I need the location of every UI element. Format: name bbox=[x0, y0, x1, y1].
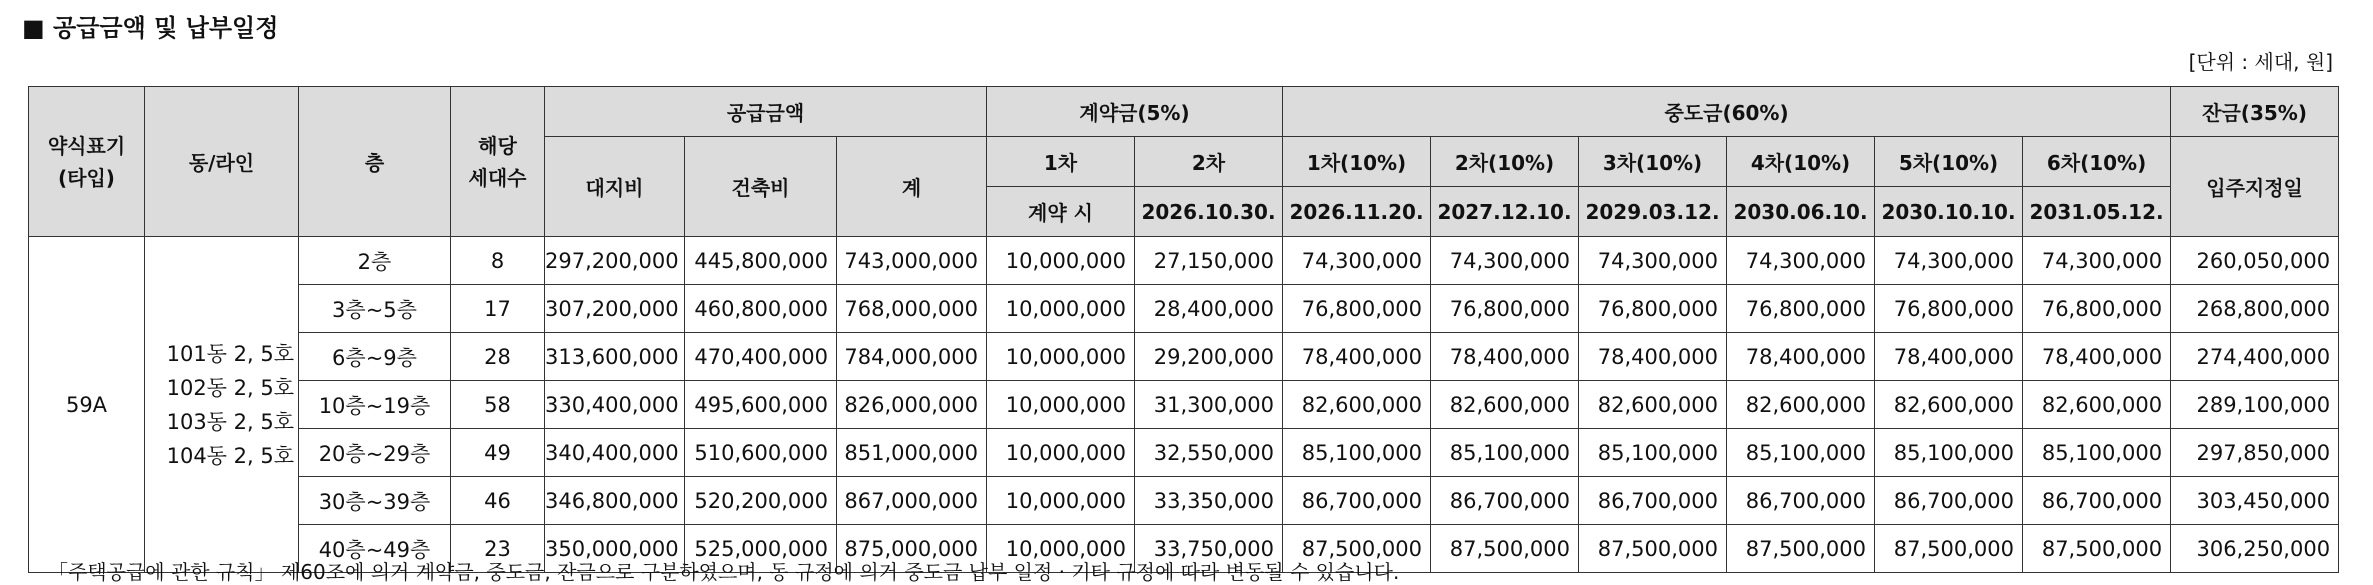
balance-cell: 303,450,000 bbox=[2171, 477, 2339, 525]
dep2-cell: 32,550,000 bbox=[1135, 429, 1283, 477]
land-cell: 346,800,000 bbox=[545, 477, 685, 525]
mid6-cell: 87,500,000 bbox=[2023, 525, 2171, 573]
balance-cell: 306,250,000 bbox=[2171, 525, 2339, 573]
floor-cell: 20층~29층 bbox=[299, 429, 451, 477]
table-row bbox=[29, 429, 2339, 477]
header-balance: 잔금(35%) bbox=[2171, 87, 2339, 137]
mid4-cell: 86,700,000 bbox=[1727, 477, 1875, 525]
building-cell: 445,800,000 bbox=[685, 237, 837, 285]
mid1-cell: 82,600,000 bbox=[1283, 381, 1431, 429]
total-cell: 867,000,000 bbox=[837, 477, 987, 525]
mid1-cell: 76,800,000 bbox=[1283, 285, 1431, 333]
mid3-cell: 82,600,000 bbox=[1579, 381, 1727, 429]
mid2-cell: 74,300,000 bbox=[1431, 237, 1579, 285]
floor-cell: 30층~39층 bbox=[299, 477, 451, 525]
header-deposit: 계약금(5%) bbox=[987, 87, 1283, 137]
units-cell: 23 bbox=[451, 525, 545, 573]
floor-cell: 2층 bbox=[299, 237, 451, 285]
mid1-cell: 87,500,000 bbox=[1283, 525, 1431, 573]
balance-cell: 260,050,000 bbox=[2171, 237, 2339, 285]
mid5-cell: 74,300,000 bbox=[1875, 237, 2023, 285]
units-cell: 28 bbox=[451, 333, 545, 381]
header-mid3: 3차(10%) bbox=[1579, 137, 1727, 187]
land-cell: 297,200,000 bbox=[545, 237, 685, 285]
land-cell: 340,400,000 bbox=[545, 429, 685, 477]
mid3-cell: 85,100,000 bbox=[1579, 429, 1727, 477]
mid1-cell: 85,100,000 bbox=[1283, 429, 1431, 477]
total-cell: 826,000,000 bbox=[837, 381, 987, 429]
mid3-cell: 74,300,000 bbox=[1579, 237, 1727, 285]
units-cell: 58 bbox=[451, 381, 545, 429]
dep1-cell: 10,000,000 bbox=[987, 525, 1135, 573]
land-cell: 330,400,000 bbox=[545, 381, 685, 429]
total-cell: 768,000,000 bbox=[837, 285, 987, 333]
table-row bbox=[29, 333, 2339, 381]
header-dep2-date: 2026.10.30. bbox=[1135, 187, 1283, 237]
dep2-cell: 27,150,000 bbox=[1135, 237, 1283, 285]
header-mid1-date: 2026.11.20. bbox=[1283, 187, 1431, 237]
units-cell: 49 bbox=[451, 429, 545, 477]
building-cell: 510,600,000 bbox=[685, 429, 837, 477]
building-cell: 470,400,000 bbox=[685, 333, 837, 381]
header-floor: 층 bbox=[299, 87, 451, 237]
footnote: 「주택공급에 관한 규칙」 제60조에 의거 계약금, 중도금, 잔금으로 구분하였으며, 동 규정에 의거 중도금 납부 일정 · 기타 규정에 따라 변동될 수 있습니다. bbox=[48, 560, 1400, 584]
building-cell: 525,000,000 bbox=[685, 525, 837, 573]
mid4-cell: 87,500,000 bbox=[1727, 525, 1875, 573]
balance-cell: 274,400,000 bbox=[2171, 333, 2339, 381]
mid3-cell: 76,800,000 bbox=[1579, 285, 1727, 333]
header-mid1: 1차(10%) bbox=[1283, 137, 1431, 187]
mid6-cell: 82,600,000 bbox=[2023, 381, 2171, 429]
units-cell: 17 bbox=[451, 285, 545, 333]
dep1-cell: 10,000,000 bbox=[987, 237, 1135, 285]
building-cell: 495,600,000 bbox=[685, 381, 837, 429]
mid2-cell: 86,700,000 bbox=[1431, 477, 1579, 525]
floor-cell: 3층~5층 bbox=[299, 285, 451, 333]
mid1-cell: 74,300,000 bbox=[1283, 237, 1431, 285]
header-mid5-date: 2030.10.10. bbox=[1875, 187, 2023, 237]
mid2-cell: 78,400,000 bbox=[1431, 333, 1579, 381]
header-units: 해당 세대수 bbox=[451, 87, 545, 237]
header-mid3-date: 2029.03.12. bbox=[1579, 187, 1727, 237]
mid1-cell: 78,400,000 bbox=[1283, 333, 1431, 381]
dep1-cell: 10,000,000 bbox=[987, 477, 1135, 525]
header-mid2: 2차(10%) bbox=[1431, 137, 1579, 187]
table-row bbox=[29, 237, 2339, 285]
header-middle: 중도금(60%) bbox=[1283, 87, 2171, 137]
dong-line: 103동 2, 5호 bbox=[166, 409, 294, 434]
header-dep1-when: 계약 시 bbox=[987, 187, 1135, 237]
mid1-cell: 86,700,000 bbox=[1283, 477, 1431, 525]
mid2-cell: 82,600,000 bbox=[1431, 381, 1579, 429]
dong-cell bbox=[145, 237, 299, 573]
mid4-cell: 76,800,000 bbox=[1727, 285, 1875, 333]
building-cell: 520,200,000 bbox=[685, 477, 837, 525]
total-cell: 851,000,000 bbox=[837, 429, 987, 477]
mid3-cell: 87,500,000 bbox=[1579, 525, 1727, 573]
mid4-cell: 74,300,000 bbox=[1727, 237, 1875, 285]
table-row bbox=[29, 477, 2339, 525]
balance-cell: 268,800,000 bbox=[2171, 285, 2339, 333]
header-movein: 입주지정일 bbox=[2171, 137, 2339, 237]
header-dep1: 1차 bbox=[987, 137, 1135, 187]
dep1-cell: 10,000,000 bbox=[987, 429, 1135, 477]
units-cell: 46 bbox=[451, 477, 545, 525]
dong-line: 102동 2, 5호 bbox=[166, 375, 294, 400]
header-building: 건축비 bbox=[685, 137, 837, 237]
mid6-cell: 85,100,000 bbox=[2023, 429, 2171, 477]
dep1-cell: 10,000,000 bbox=[987, 381, 1135, 429]
header-supply: 공급금액 bbox=[545, 87, 987, 137]
mid5-cell: 82,600,000 bbox=[1875, 381, 2023, 429]
header-mid2-date: 2027.12.10. bbox=[1431, 187, 1579, 237]
dep2-cell: 33,750,000 bbox=[1135, 525, 1283, 573]
balance-cell: 289,100,000 bbox=[2171, 381, 2339, 429]
mid2-cell: 85,100,000 bbox=[1431, 429, 1579, 477]
table-row bbox=[29, 381, 2339, 429]
header-dep2: 2차 bbox=[1135, 137, 1283, 187]
mid3-cell: 78,400,000 bbox=[1579, 333, 1727, 381]
header-type: 약식표기 (타입) bbox=[29, 87, 145, 237]
header-mid6: 6차(10%) bbox=[2023, 137, 2171, 187]
type-cell: 59A bbox=[29, 237, 145, 573]
dep2-cell: 29,200,000 bbox=[1135, 333, 1283, 381]
mid3-cell: 86,700,000 bbox=[1579, 477, 1727, 525]
header-total: 계 bbox=[837, 137, 987, 237]
dong-line: 104동 2, 5호 bbox=[166, 443, 294, 468]
dep2-cell: 33,350,000 bbox=[1135, 477, 1283, 525]
units-cell: 8 bbox=[451, 237, 545, 285]
land-cell: 307,200,000 bbox=[545, 285, 685, 333]
floor-cell: 40층~49층 bbox=[299, 525, 451, 573]
land-cell: 313,600,000 bbox=[545, 333, 685, 381]
supply-price-table bbox=[28, 86, 2339, 573]
mid4-cell: 82,600,000 bbox=[1727, 381, 1875, 429]
total-cell: 875,000,000 bbox=[837, 525, 987, 573]
dep1-cell: 10,000,000 bbox=[987, 333, 1135, 381]
table-row bbox=[29, 285, 2339, 333]
building-cell: 460,800,000 bbox=[685, 285, 837, 333]
header-mid5: 5차(10%) bbox=[1875, 137, 2023, 187]
header-mid4-date: 2030.06.10. bbox=[1727, 187, 1875, 237]
total-cell: 743,000,000 bbox=[837, 237, 987, 285]
dong-line: 101동 2, 5호 bbox=[166, 341, 294, 366]
land-cell: 350,000,000 bbox=[545, 525, 685, 573]
balance-cell: 297,850,000 bbox=[2171, 429, 2339, 477]
mid5-cell: 86,700,000 bbox=[1875, 477, 2023, 525]
header-land: 대지비 bbox=[545, 137, 685, 237]
mid5-cell: 87,500,000 bbox=[1875, 525, 2023, 573]
dep2-cell: 31,300,000 bbox=[1135, 381, 1283, 429]
mid6-cell: 78,400,000 bbox=[2023, 333, 2171, 381]
mid6-cell: 76,800,000 bbox=[2023, 285, 2171, 333]
mid6-cell: 86,700,000 bbox=[2023, 477, 2171, 525]
floor-cell: 6층~9층 bbox=[299, 333, 451, 381]
total-cell: 784,000,000 bbox=[837, 333, 987, 381]
mid5-cell: 78,400,000 bbox=[1875, 333, 2023, 381]
unit-label: [단위 : 세대, 원] bbox=[2188, 50, 2333, 74]
page-title: ■ 공급금액 및 납부일정 bbox=[22, 14, 279, 42]
floor-cell: 10층~19층 bbox=[299, 381, 451, 429]
mid5-cell: 85,100,000 bbox=[1875, 429, 2023, 477]
dep1-cell: 10,000,000 bbox=[987, 285, 1135, 333]
mid2-cell: 87,500,000 bbox=[1431, 525, 1579, 573]
mid2-cell: 76,800,000 bbox=[1431, 285, 1579, 333]
header-mid6-date: 2031.05.12. bbox=[2023, 187, 2171, 237]
dep2-cell: 28,400,000 bbox=[1135, 285, 1283, 333]
mid6-cell: 74,300,000 bbox=[2023, 237, 2171, 285]
mid5-cell: 76,800,000 bbox=[1875, 285, 2023, 333]
mid4-cell: 78,400,000 bbox=[1727, 333, 1875, 381]
header-mid4: 4차(10%) bbox=[1727, 137, 1875, 187]
mid4-cell: 85,100,000 bbox=[1727, 429, 1875, 477]
header-dong: 동/라인 bbox=[145, 87, 299, 237]
